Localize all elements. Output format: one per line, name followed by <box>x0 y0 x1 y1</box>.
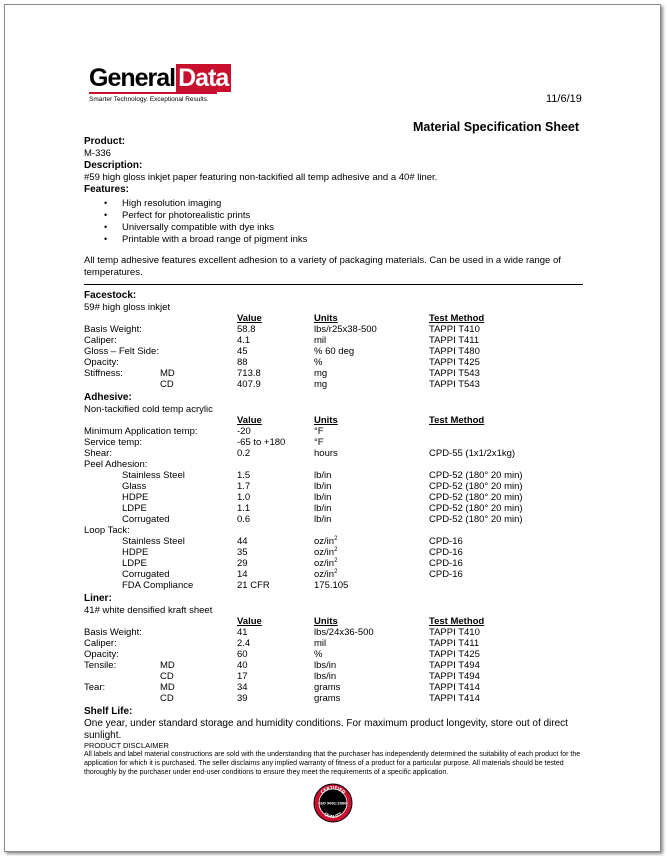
property-method: CPD-52 (180° 20 min) <box>429 503 523 514</box>
property-units: % <box>314 649 323 660</box>
adhesive-desc: Non-tackified cold temp acrylic <box>84 404 213 415</box>
property-method: CPD-16 <box>429 558 463 569</box>
property-value: 39 <box>237 693 248 704</box>
property-name: Tear: <box>84 682 106 693</box>
seal-top-text: CERTIFIED <box>319 784 347 795</box>
property-units: % <box>314 357 323 368</box>
property-units: lb/in <box>314 492 332 503</box>
disclaimer-text: All labels and label material constructions are sold with the understanding that the purchaser has independently determined the suitability of each product for the application for which it is purchased. The seller disclaims any implied warranty of fitness of a product for a particular purpose. All materials should be tested thoroughly by the purchaser under end-user conditions to ensure they meet the requirements of a specific application. <box>84 751 581 776</box>
property-value: 14 <box>237 569 248 580</box>
property-value: 35 <box>237 547 248 558</box>
disclaimer-label: PRODUCT DISCLAIMER <box>84 741 169 750</box>
property-method: TAPPI T480 <box>429 346 480 357</box>
feature-item: Universally compatible with dye inks <box>122 222 275 233</box>
property-value: 713.8 <box>237 368 261 379</box>
property-units: lbs/r25x38-500 <box>314 324 377 335</box>
property-value: 41 <box>237 627 248 638</box>
property-direction: CD <box>160 379 174 390</box>
units-text: oz/in <box>314 569 335 580</box>
property-method: TAPPI T425 <box>429 357 480 368</box>
liner-header-units: Units <box>314 616 338 627</box>
substrate-name: FDA Compliance <box>122 580 194 591</box>
property-method: CPD-16 <box>429 536 463 547</box>
features-label: Features: <box>84 184 130 195</box>
property-name: Caliper: <box>84 638 117 649</box>
feature-item: Perfect for photorealistic prints <box>122 210 251 221</box>
substrate-name: Stainless Steel <box>122 470 185 481</box>
property-value: 17 <box>237 671 248 682</box>
property-method: TAPPI T410 <box>429 627 480 638</box>
adhesive-header-test-method: Test Method <box>429 415 485 426</box>
property-value: 58.8 <box>237 324 256 335</box>
liner-desc: 41# white densified kraft sheet <box>84 605 213 616</box>
seal-bottom-text: QUALITY <box>323 811 343 820</box>
peel-adhesion-label: Peel Adhesion: <box>84 459 148 470</box>
property-method: CPD-52 (180° 20 min) <box>429 481 523 492</box>
property-method: TAPPI T414 <box>429 682 480 693</box>
units-superscript: 2 <box>334 568 338 575</box>
property-units: mg <box>314 379 328 390</box>
property-value: 34 <box>237 682 248 693</box>
substrate-name: HDPE <box>122 547 149 558</box>
substrate-name: Corrugated <box>122 514 170 525</box>
property-value: 45 <box>237 346 248 357</box>
property-units: lbs/in <box>314 671 337 682</box>
property-value: 4.1 <box>237 335 251 346</box>
property-units: hours <box>314 448 338 459</box>
bullet-icon: • <box>104 198 108 208</box>
property-units: mil <box>314 335 327 346</box>
seal-middle-text: ISO 9001:2000 <box>319 801 347 806</box>
units-superscript: 2 <box>334 557 338 564</box>
description-value: #59 high gloss inkjet paper featuring non-tackified all temp adhesive and a 40# liner. <box>84 172 438 183</box>
property-direction: MD <box>160 368 175 379</box>
bullet-icon: • <box>104 222 108 232</box>
property-method: TAPPI T425 <box>429 649 480 660</box>
liner-label: Liner: <box>84 593 112 604</box>
facestock-label: Facestock: <box>84 290 137 301</box>
property-method: TAPPI T494 <box>429 671 480 682</box>
loop-tack-label: Loop Tack: <box>84 525 130 536</box>
property-units: lb/in <box>314 470 332 481</box>
property-units: % 60 deg <box>314 346 355 357</box>
property-name: Tensile: <box>84 660 117 671</box>
substrate-name: Corrugated <box>122 569 170 580</box>
logo-data-text: Data <box>176 64 231 92</box>
property-value: 1.7 <box>237 481 251 492</box>
product-label: Product: <box>84 136 126 147</box>
property-value: 407.9 <box>237 379 261 390</box>
document-date: 11/6/19 <box>546 93 582 105</box>
property-units <box>314 536 337 547</box>
property-units <box>314 547 337 558</box>
property-value: 21 CFR <box>237 580 270 591</box>
facestock-header-units: Units <box>314 313 338 324</box>
property-name: Gloss – Felt Side: <box>84 346 159 357</box>
property-units: grams <box>314 693 341 704</box>
property-method: TAPPI T411 <box>429 638 480 649</box>
property-method: TAPPI T410 <box>429 324 480 335</box>
property-units: grams <box>314 682 341 693</box>
property-units: lb/in <box>314 514 332 525</box>
property-units: 175.105 <box>314 580 349 591</box>
property-value: 1.0 <box>237 492 251 503</box>
feature-item: Printable with a broad range of pigment inks <box>122 234 308 245</box>
property-value: 40 <box>237 660 248 671</box>
property-value: 0.6 <box>237 514 251 525</box>
section-divider <box>84 284 583 285</box>
property-direction: MD <box>160 660 175 671</box>
property-method: TAPPI T543 <box>429 368 480 379</box>
facestock-header-value: Value <box>237 313 262 324</box>
property-value: 1.1 <box>237 503 251 514</box>
property-name: Minimum Application temp: <box>84 426 198 437</box>
property-name: Caliper: <box>84 335 117 346</box>
property-value: 44 <box>237 536 248 547</box>
bullet-icon: • <box>104 234 108 244</box>
substrate-name: HDPE <box>122 492 149 503</box>
property-name: Shear: <box>84 448 112 459</box>
units-text: oz/in <box>314 536 335 547</box>
property-method: TAPPI T494 <box>429 660 480 671</box>
facestock-header-test-method: Test Method <box>429 313 485 324</box>
property-value: -20 <box>237 426 251 437</box>
property-name: Opacity: <box>84 357 119 368</box>
property-value: 88 <box>237 357 248 368</box>
units-superscript: 2 <box>334 535 338 542</box>
units-text: oz/in <box>314 558 335 569</box>
property-units: lb/in <box>314 503 332 514</box>
property-units: mil <box>314 638 327 649</box>
property-value: 60 <box>237 649 248 660</box>
property-value: 1.5 <box>237 470 251 481</box>
adhesive-header-units: Units <box>314 415 338 426</box>
logo-general-text: General <box>89 64 176 92</box>
logo-underline <box>89 92 217 94</box>
units-text: oz/in <box>314 547 335 558</box>
property-name: Basis Weight: <box>84 324 142 335</box>
liner-header-test-method: Test Method <box>429 616 485 627</box>
substrate-name: Stainless Steel <box>122 536 185 547</box>
property-units: °F <box>314 437 324 448</box>
substrate-name: LDPE <box>122 503 147 514</box>
property-units: mg <box>314 368 328 379</box>
property-units <box>314 558 337 569</box>
property-value: -65 to +180 <box>237 437 286 448</box>
property-name: Opacity: <box>84 649 119 660</box>
property-units <box>314 569 337 580</box>
property-name: Service temp: <box>84 437 143 448</box>
iso-certified-seal-icon <box>313 783 353 828</box>
adhesive-header-value: Value <box>237 415 262 426</box>
bullet-icon: • <box>104 210 108 220</box>
property-method: CPD-52 (180° 20 min) <box>429 470 523 481</box>
property-method: CPD-16 <box>429 547 463 558</box>
substrate-name: Glass <box>122 481 147 492</box>
substrate-name: LDPE <box>122 558 147 569</box>
feature-item: High resolution imaging <box>122 198 222 209</box>
property-method: CPD-55 (1x1/2x1kg) <box>429 448 516 459</box>
units-superscript: 2 <box>334 546 338 553</box>
property-method: CPD-52 (180° 20 min) <box>429 514 523 525</box>
property-method: TAPPI T411 <box>429 335 480 346</box>
property-name: Stiffness: <box>84 368 123 379</box>
company-logo <box>89 65 231 103</box>
facestock-desc: 59# high gloss inkjet <box>84 302 171 313</box>
property-units: °F <box>314 426 324 437</box>
adhesion-note: All temp adhesive features excellent adhesion to a variety of packaging materials. Can be used in a wide range of temperatures. <box>84 255 561 278</box>
company-tagline: Smarter Technology. Exceptional Results. <box>89 96 209 103</box>
property-value: 0.2 <box>237 448 251 459</box>
property-method: CPD-52 (180° 20 min) <box>429 492 523 503</box>
shelf-life-text: One year, under standard storage and humidity conditions. For maximum product longevity, store out of direct sunlight. <box>84 718 568 741</box>
property-value: 2.4 <box>237 638 251 649</box>
adhesive-label: Adhesive: <box>84 392 132 403</box>
property-name: Basis Weight: <box>84 627 142 638</box>
property-units: lbs/in <box>314 660 337 671</box>
product-value: M-336 <box>84 148 111 159</box>
document-title: Material Specification Sheet <box>413 120 580 134</box>
property-direction: MD <box>160 682 175 693</box>
property-method: CPD-16 <box>429 569 463 580</box>
property-direction: CD <box>160 671 174 682</box>
liner-header-value: Value <box>237 616 262 627</box>
description-label: Description: <box>84 160 143 171</box>
property-value: 29 <box>237 558 248 569</box>
property-method: TAPPI T543 <box>429 379 480 390</box>
shelf-life-label: Shelf Life: <box>84 706 133 717</box>
property-units: lb/in <box>314 481 332 492</box>
property-direction: CD <box>160 693 174 704</box>
property-units: lbs/24x36-500 <box>314 627 374 638</box>
property-method: TAPPI T414 <box>429 693 480 704</box>
